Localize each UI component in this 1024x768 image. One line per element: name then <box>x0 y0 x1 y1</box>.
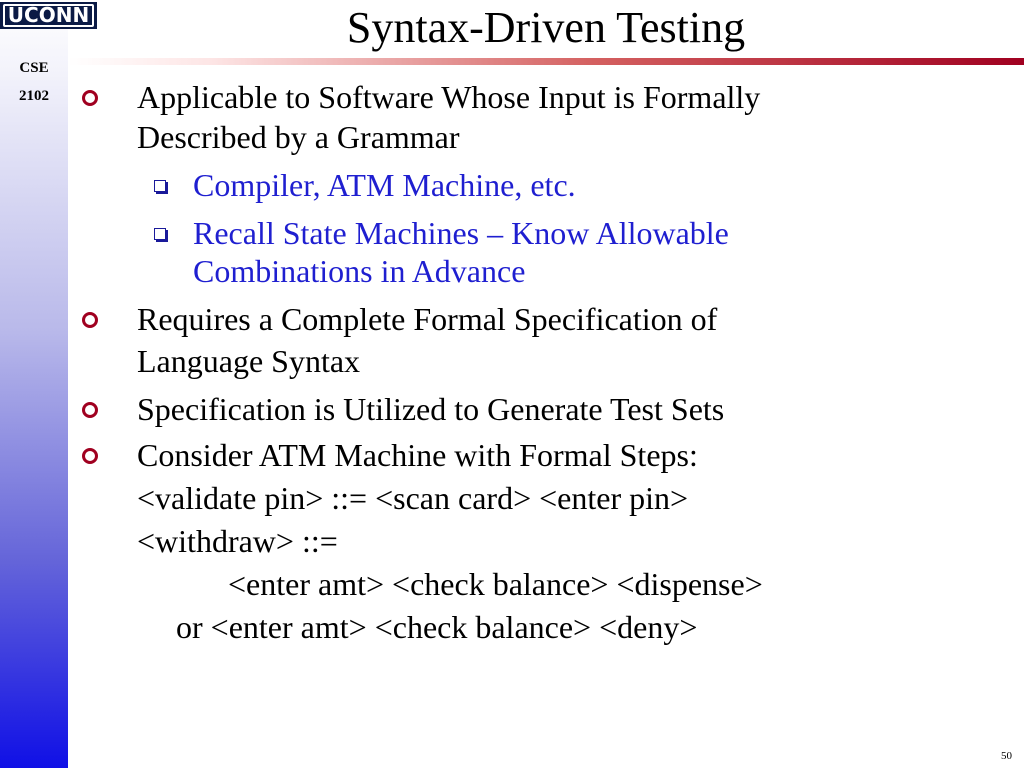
title-underline-rule <box>68 58 1024 65</box>
grammar-rule-line: <enter amt> <check balance> <dispense> <box>228 566 763 602</box>
bullet-text: Applicable to Software Whose Input is Formally <box>137 79 761 115</box>
sub-bullet-text: Compiler, ATM Machine, etc. <box>193 167 576 203</box>
course-code-line2: 2102 <box>19 88 49 104</box>
grammar-rule-line: <withdraw> ::= <box>137 523 338 559</box>
bullet-text-continued: Language Syntax <box>137 343 361 379</box>
bullet-text: Requires a Complete Formal Specification of <box>137 301 718 337</box>
left-gradient-sidebar <box>0 0 68 768</box>
shadowed-square-bullet-icon <box>154 228 166 240</box>
bullet-text: Specification is Utilized to Generate Test Sets <box>137 391 725 427</box>
sub-bullet-text-continued: Combinations in Advance <box>193 253 526 289</box>
hollow-circle-bullet-icon <box>82 448 98 464</box>
grammar-rule-line: <validate pin> ::= <scan card> <enter pin> <box>137 480 689 516</box>
uconn-logo-text: UCONN <box>3 4 94 27</box>
grammar-rule-line: or <enter amt> <check balance> <deny> <box>176 609 698 645</box>
bullet-text-continued: Described by a Grammar <box>137 119 460 155</box>
slide-title: Syntax-Driven Testing <box>346 3 746 52</box>
hollow-circle-bullet-icon <box>82 90 98 106</box>
page-number: 50 <box>1001 750 1012 762</box>
shadowed-square-bullet-icon <box>154 180 166 192</box>
bullet-text: Consider ATM Machine with Formal Steps: <box>137 437 698 473</box>
sub-bullet-text: Recall State Machines – Know Allowable <box>193 215 729 251</box>
hollow-circle-bullet-icon <box>82 312 98 328</box>
course-code <box>6 54 62 110</box>
course-code-line1: CSE <box>19 60 49 76</box>
hollow-circle-bullet-icon <box>82 402 98 418</box>
